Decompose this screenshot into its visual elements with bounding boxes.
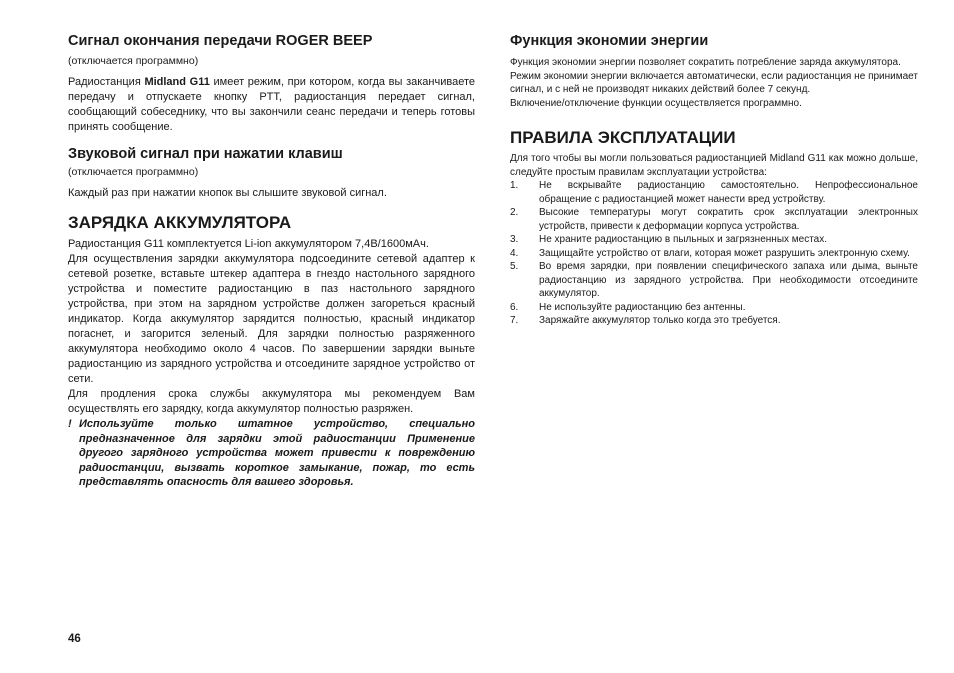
charging-battery-spec: Радиостанция G11 комплектуется Li-ion аккумулятором 7,4В/1600мАч. [68,238,429,250]
list-item-text: Высокие температуры могут сократить срок эксплуатации электронных устройств, привести к деформации корпуса устройства. [539,207,918,232]
operation-rules-list [510,179,918,328]
list-item-text: Не вскрывайте радиостанцию самостоятельно. Непрофессиональное обращение с радиостанцией может нанести вред устройству. [539,180,918,205]
list-item-number: 4. [510,247,519,259]
operation-rules-title: ПРАВИЛА ЭКСПЛУАТАЦИИ [510,128,736,147]
list-item [510,301,918,315]
roger-beep-section [68,32,475,135]
list-item [510,247,918,261]
roger-beep-text-prefix: Радиостанция [68,76,145,88]
model-name: Midland G11 [144,76,210,88]
list-item-text: Во время зарядки, при появлении специфического запаха или дыма, выньте радиостанцию из зарядного устройства. При необходимости отсоедините аккумулятор. [539,261,918,299]
energy-saving-p2: Режим экономии энергии включается автоматически, если радиостанция не принимает сигнал, и с ней не производят никаких действий более 7 секунд. [510,70,918,95]
warning-text: Используйте только штатное устройство, специально предназначенное для зарядки этой радиостанции Применение другого зарядного устройства может привести к повреждению радиостанции, вызвать короткое замыкание, пожар, то есть представлять опасность для вашего здоровья. [79,418,475,488]
left-column [68,32,475,490]
list-item-number: 6. [510,301,519,313]
list-item [510,206,918,233]
roger-beep-title: Сигнал окончания передачи ROGER BEEP [68,33,373,49]
key-beep-title: Звуковой сигнал при нажатии клавиш [68,146,343,162]
warning-mark: ! [68,418,72,430]
list-item-number: 1. [510,180,519,191]
energy-saving-p1: Функция экономии энергии позволяет сократить потребление заряда аккумулятора. [510,57,901,68]
list-item-number: 5. [510,261,519,272]
key-beep-note: (отключается программно) [68,166,199,178]
charging-instructions: Для осуществления зарядки аккумулятора подсоедините сетевой адаптер к сетевой розетке, вставьте штекер адаптера в гнездо настольного зарядного устройства и поместите радиостанцию в паз настольного зарядного устройства, при этом на зарядном устройстве должен загореться красный индикатор. Когда аккумулятор зарядится полностью, красный индикатор погаснет, и загорится зеленый. Для зарядки полностью разряженного аккумулятора необходимо около 4 часов. По завершении зарядки выньте радиостанцию из зарядного устройства и отсоедините зарядное устройство от сети. [68,253,475,385]
energy-saving-p3: Включение/отключение функции осуществляется программно. [510,97,802,109]
energy-saving-section [510,32,918,110]
list-item [510,233,918,247]
charging-warning [68,417,475,490]
page-number: 46 [68,633,81,645]
list-item-number: 2. [510,207,519,218]
list-item-text: Не используйте радиостанцию без антенны. [539,301,746,313]
list-item [510,260,918,301]
operation-rules-intro: Для того чтобы вы могли пользоваться радиостанцией Midland G11 как можно дольше, следуйте простым правилам эксплуатации устройства: [510,153,918,178]
list-item-text: Защищайте устройство от влаги, которая может разрушить электронную схему. [539,247,910,259]
roger-beep-note: (отключается программно) [68,55,199,67]
roger-beep-text [68,75,475,135]
charging-title: ЗАРЯДКА АККУМУЛЯТОРА [68,213,292,232]
list-item-text: Заряжайте аккумулятор только когда это требуется. [539,315,781,326]
key-beep-text: Каждый раз при нажатии кнопок вы слышите звуковой сигнал. [68,187,387,199]
charging-section [68,213,475,490]
operation-rules-section [510,128,918,328]
key-beep-section [68,145,475,201]
roger-beep-text-suffix: имеет режим, при котором, когда вы заканчиваете передачу и отпускаете кнопку PTT, радиостанция передает сигнал, сообщающий собеседнику, что вы закончили сеанс передачи и теперь готовы принять сообщение. [68,76,475,133]
list-item-number: 3. [510,234,519,245]
list-item-number: 7. [510,315,519,326]
energy-saving-title: Функция экономии энергии [510,33,709,49]
list-item [510,179,918,206]
charging-recommendation: Для продления срока службы аккумулятора мы рекомендуем Вам осуществлять его зарядку, когда аккумулятор полностью разряжен. [68,388,475,415]
list-item [510,314,918,328]
right-column [510,32,918,328]
list-item-text: Не храните радиостанцию в пыльных и загрязненных местах. [539,234,828,245]
